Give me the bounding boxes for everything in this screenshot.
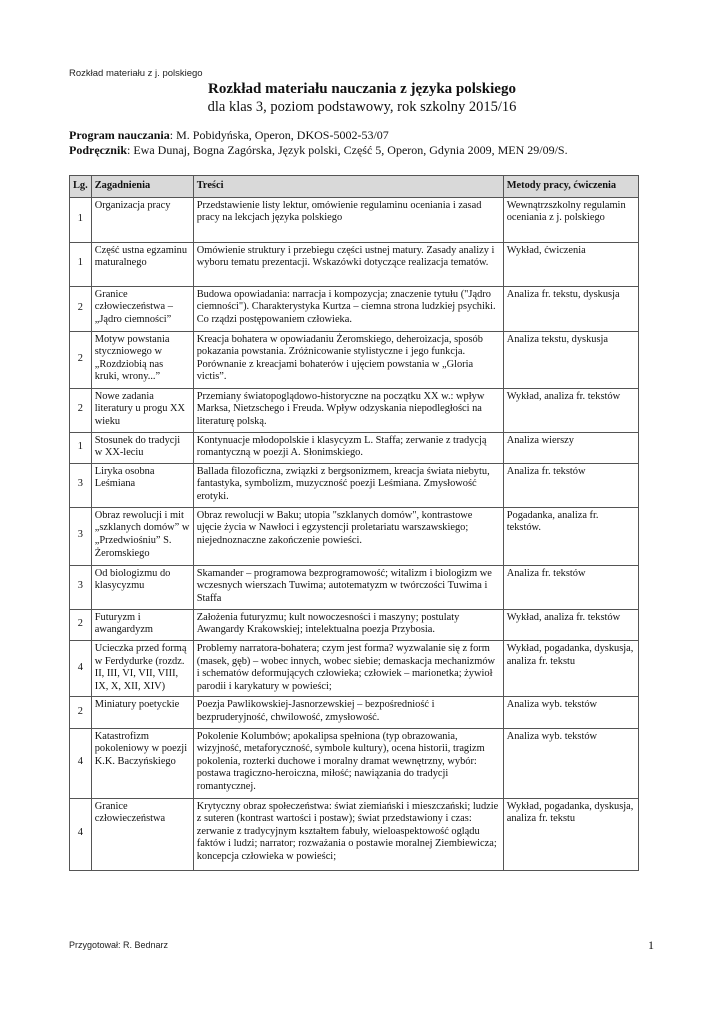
running-header: Rozkład materiału z j. polskiego <box>69 68 203 79</box>
table-row <box>70 331 639 388</box>
cell-lp: 2 <box>70 697 92 728</box>
cell-lp: 2 <box>70 331 92 388</box>
cell-lp: 4 <box>70 798 92 870</box>
cell-zagadnienia: Granice człowieczeństwa – „Jądro ciemności” <box>91 286 193 331</box>
document-meta <box>69 128 568 158</box>
cell-lp: 3 <box>70 565 92 609</box>
program-line <box>69 128 568 143</box>
cell-metody: Analiza fr. tekstów <box>503 565 638 609</box>
cell-zagadnienia: Futuryzm i awangardyzm <box>91 609 193 640</box>
cell-metody: Wykład, analiza fr. tekstów <box>503 609 638 640</box>
document-subtitle: dla klas 3, poziom podstawowy, rok szkolny 2015/16 <box>207 99 517 115</box>
textbook-label: Podręcznik <box>69 143 127 157</box>
cell-zagadnienia: Część ustna egzaminu maturalnego <box>91 242 193 286</box>
page-number: 1 <box>648 938 654 952</box>
cell-metody: Wykład, analiza fr. tekstów <box>503 388 638 432</box>
cell-zagadnienia: Organizacja pracy <box>91 197 193 242</box>
cell-lp: 4 <box>70 728 92 798</box>
cell-metody: Pogadanka, analiza fr. tekstów. <box>503 507 638 565</box>
cell-zagadnienia: Ucieczka przed formą w Ferdydurke (rozdz. II, III, VI, VII, VIII, IX, X, XII, XIV) <box>91 640 193 696</box>
cell-lp: 3 <box>70 463 92 507</box>
cell-lp: 3 <box>70 507 92 565</box>
cell-metody: Analiza wyb. tekstów <box>503 697 638 728</box>
cell-lp: 1 <box>70 432 92 463</box>
cell-zagadnienia: Stosunek do tradycji w XX-leciu <box>91 432 193 463</box>
cell-tresci: Skamander – programowa bezprogramowość; witalizm i biologizm we wczesnych wierszach Tuwima; autotematyzm w twórczości Tuwima i Staffa <box>193 565 503 609</box>
cell-lp: 2 <box>70 609 92 640</box>
table-row <box>70 242 639 286</box>
cell-metody: Analiza fr. tekstu, dyskusja <box>503 286 638 331</box>
cell-tresci: Kontynuacje młodopolskie i klasycyzm L. Staffa; zerwanie z tradycją romantyczną w poezji A. Słonimskiego. <box>193 432 503 463</box>
cell-zagadnienia: Nowe zadania literatury u progu XX wieku <box>91 388 193 432</box>
cell-zagadnienia: Miniatury poetyckie <box>91 697 193 728</box>
curriculum-table <box>69 175 639 871</box>
textbook-value: : Ewa Dunaj, Bogna Zagórska, Język polski, Część 5, Operon, Gdynia 2009, MEN 29/09/S. <box>127 143 568 157</box>
cell-tresci: Przedstawienie listy lektur, omówienie regulaminu oceniania i zasad pracy na lekcjach języka polskiego <box>193 197 503 242</box>
table-row <box>70 798 639 870</box>
cell-lp: 2 <box>70 286 92 331</box>
cell-lp: 4 <box>70 640 92 696</box>
table-row <box>70 286 639 331</box>
document-title: Rozkład materiału nauczania z języka polskiego <box>208 81 516 97</box>
cell-zagadnienia: Katastrofizm pokoleniowy w poezji K.K. Baczyńskiego <box>91 728 193 798</box>
table-row <box>70 507 639 565</box>
table-row <box>70 640 639 696</box>
table-row <box>70 728 639 798</box>
cell-tresci: Poezja Pawlikowskiej-Jasnorzewskiej – bezpośredniość i bezpruderyjność, chwilowość, zmysłowość. <box>193 697 503 728</box>
cell-tresci: Przemiany światopoglądowo-historyczne na początku XX w.: wpływ Marksa, Nietzschego i Freuda. Wpływ odzyskania niepodległości na literaturę polską. <box>193 388 503 432</box>
cell-tresci: Obraz rewolucji w Baku; utopia "szklanych domów", kontrastowe ujęcie życia w Nawłoci i egzystencji proletariatu warszawskiego; niejednoznaczne zakończenie powieści. <box>193 507 503 565</box>
cell-zagadnienia: Motyw powstania styczniowego w „Rozdziobią nas kruki, wrony...” <box>91 331 193 388</box>
cell-metody: Wykład, pogadanka, dyskusja, analiza fr. tekstu <box>503 798 638 870</box>
table-row <box>70 463 639 507</box>
program-value: : M. Pobidyńska, Operon, DKOS-5002-53/07 <box>169 128 389 142</box>
cell-tresci: Krytyczny obraz społeczeństwa: świat ziemiański i mieszczański; ludzie z suteren (kontrast wartości i postaw); świat przedstawiony i czas: zerwanie z tradycyjnym kształtem fabuły, wieloaspektowość oglądu faktów i ludzi; narrator; rozważania o postawie moralnej Ziembiewicza; koncepcja człowieka w powieści; <box>193 798 503 870</box>
cell-zagadnienia: Obraz rewolucji i mit „szklanych domów” w „Przedwiośniu” S. Żeromskiego <box>91 507 193 565</box>
cell-metody: Analiza fr. tekstów <box>503 463 638 507</box>
table-row <box>70 197 639 242</box>
cell-tresci: Ballada filozoficzna, związki z bergsonizmem, kreacja świata niebytu, fantastyka, symbolizm, muzyczność poezji Leśmiana. Zmysłowość erotyki. <box>193 463 503 507</box>
cell-zagadnienia: Granice człowieczeństwa <box>91 798 193 870</box>
table-header-row <box>70 176 639 198</box>
cell-tresci: Pokolenie Kolumbów; apokalipsa spełniona (typ obrazowania, wizyjność, metaforyczność, symbole kultury), ocena historii, tragizm pokolenia, rozterki duchowe i moralny dramat wewnętrzny, wybór: postawa tragiczno-heroiczna, miłość; nawiązania do tradycji romantycznej. <box>193 728 503 798</box>
table-row <box>70 565 639 609</box>
table-row <box>70 388 639 432</box>
cell-lp: 1 <box>70 242 92 286</box>
cell-metody: Analiza wierszy <box>503 432 638 463</box>
textbook-line <box>69 143 568 158</box>
cell-metody: Analiza tekstu, dyskusja <box>503 331 638 388</box>
cell-lp: 2 <box>70 388 92 432</box>
header-metody: Metody pracy, ćwiczenia <box>503 176 638 198</box>
program-label: Program nauczania <box>69 128 170 142</box>
cell-metody: Wykład, pogadanka, dyskusja, analiza fr. tekstu <box>503 640 638 696</box>
table-row <box>70 697 639 728</box>
cell-tresci: Kreacja bohatera w opowiadaniu Żeromskiego, deheroizacja, sposób pokazania powstania. Zróżnicowanie stylistyczne i jego funkcja. Porównanie z kreacjami bohaterów i ujęciem powstania w „Gloria victis”. <box>193 331 503 388</box>
header-lp: Lg. <box>70 176 92 198</box>
cell-metody: Wewnątrzszkolny regulamin oceniania z j. polskiego <box>503 197 638 242</box>
cell-zagadnienia: Liryka osobna Leśmiana <box>91 463 193 507</box>
cell-tresci: Założenia futuryzmu; kult nowoczesności i maszyny; postulaty Awangardy Krakowskiej; intelektualna poezja Przybosia. <box>193 609 503 640</box>
footer-author: Przygotował: R. Bednarz <box>69 940 169 950</box>
cell-zagadnienia: Od biologizmu do klasycyzmu <box>91 565 193 609</box>
cell-tresci: Problemy narratora-bohatera; czym jest forma? wyzwalanie się z form (masek, gęb) – wobec innych, wobec siebie; demaskacja mechanizmów i schematów deformujących człowieka; człowiek – marionetka; żywioł parodii i karykatury w powieści; <box>193 640 503 696</box>
cell-lp: 1 <box>70 197 92 242</box>
table-row <box>70 609 639 640</box>
header-zagadnienia: Zagadnienia <box>91 176 193 198</box>
table-row <box>70 432 639 463</box>
cell-tresci: Budowa opowiadania: narracja i kompozycja; znaczenie tytułu ("Jądro ciemności"). Charakterystyka Kurtza – ciemna strona ludzkiej psychiki. Co rządzi postępowaniem człowieka. <box>193 286 503 331</box>
title-block <box>69 80 655 116</box>
cell-metody: Analiza wyb. tekstów <box>503 728 638 798</box>
header-tresci: Treści <box>193 176 503 198</box>
cell-metody: Wykład, ćwiczenia <box>503 242 638 286</box>
cell-tresci: Omówienie struktury i przebiegu części ustnej matury. Zasady analizy i wyboru tematu prezentacji. Wskazówki dotyczące realizacja tematów. <box>193 242 503 286</box>
